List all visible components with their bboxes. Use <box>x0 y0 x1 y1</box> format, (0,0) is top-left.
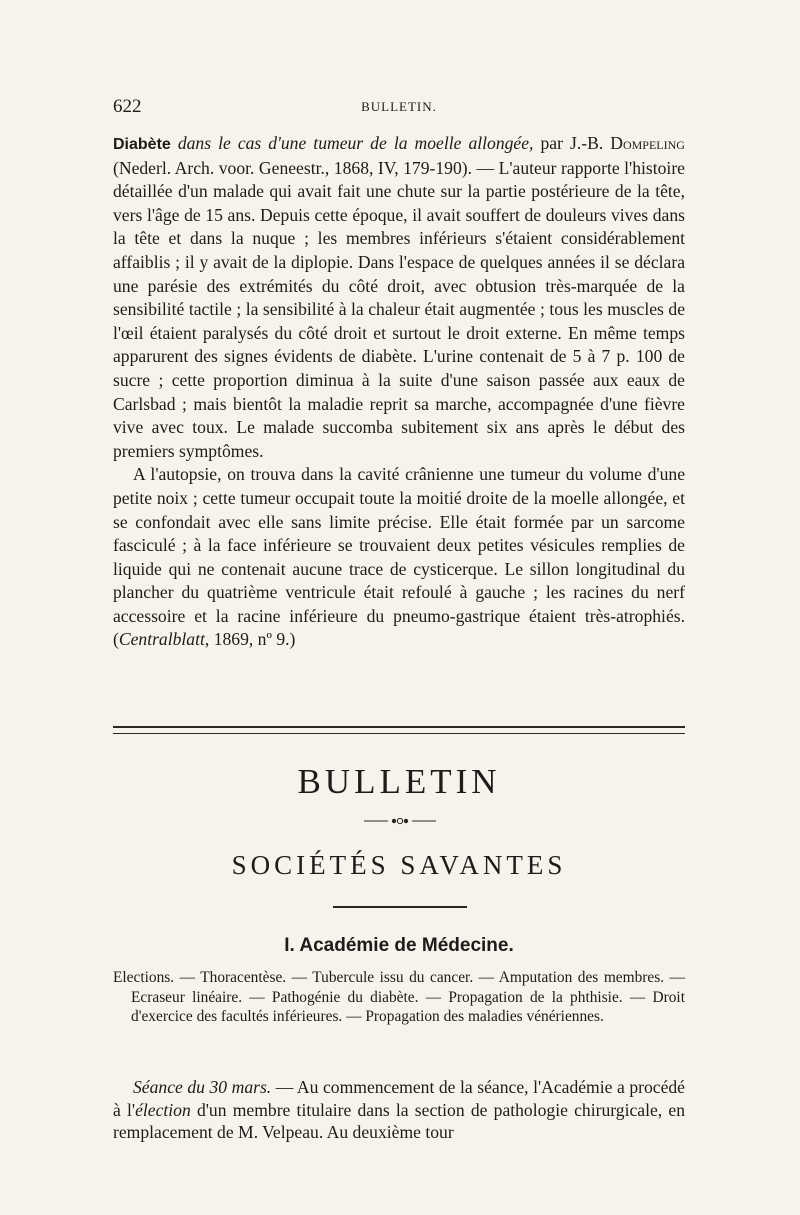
page-number: 622 <box>113 96 142 117</box>
article-author: Dompeling <box>610 133 685 153</box>
author-prefix: par J.-B. <box>540 133 604 153</box>
seance-text-2: d'un membre titulaire dans la section de pathologie chirurgicale, en remplacement de M. Velpeau. Au deuxième tour <box>113 1099 685 1142</box>
seance-text-1: — Au commencement de la séance, l'Académie a procédé à l' <box>113 1077 685 1120</box>
societes-savantes-heading: SOCIÉTÉS SAVANTES <box>231 850 567 880</box>
article-subtitle: dans le cas d'une tumeur de la moelle allongée, <box>177 133 534 153</box>
running-title: BULLETIN. <box>361 99 437 114</box>
bulletin-heading: BULLETIN <box>297 762 501 801</box>
source-journal: Centralblatt <box>118 629 205 650</box>
double-rule-divider <box>113 726 685 734</box>
source-close: , 1869, nº 9.) <box>204 629 296 650</box>
source-open: ( <box>113 629 119 650</box>
article-text <box>113 132 685 652</box>
seance-paragraph <box>113 1076 685 1144</box>
article-paragraph-1 <box>113 132 685 463</box>
section-summary: Elections. — Thoracentèse. — Tubercule issu du cancer. — Amputation des membres. — Ecraseur linéaire. — Pathogénie du diabète. — Propagation de la phthisie. — Droit d'exercice des facultés inférieures. — Propagation des maladies vénériennes. <box>113 969 685 1025</box>
paragraph-2-text: A l'autopsie, on trouva dans la cavité crânienne une tumeur du volume d'une petite noix ; cette tumeur occupait toute la moitié droite de la moelle allongée, et se confondait avec elle sans limite précise. Elle était formée par un sarcome fasciculé ; à la face inférieure se trouvaient deux petites vésicules remplies de liquide qui ne contenait aucune trace de cysticerque. Le sillon longitudinal du plancher du quatrième ventricule était refoulé à gauche ; les racines du nerf accessoire et la racine inférieure du pneumo-gastrique étaient très-atrophiés. <box>113 464 685 626</box>
ornament-divider <box>364 816 436 826</box>
article-title: Diabète <box>113 136 171 153</box>
short-rule-divider <box>333 906 467 908</box>
running-header <box>113 96 685 118</box>
section-heading: I. Académie de Médecine. <box>284 935 514 956</box>
seance-election: élection <box>135 1099 191 1120</box>
article-paragraph-2 <box>113 463 685 652</box>
seance-label: Séance du 30 mars. <box>133 1077 272 1097</box>
article-citation: (Nederl. Arch. voor. Geneestr., 1868, IV, 179-190). <box>113 157 473 178</box>
paragraph-1-text: — L'auteur rapporte l'histoire détaillée d'un malade qui avait fait une chute sur la partie postérieure de la tête, vers l'âge de 15 ans. Depuis cette époque, il avait souffert de douleurs vives dans la tête et dans la nuque ; les membres inférieurs s'étaient considérablement affaiblis ; il y avait de la diplopie. Dans l'espace de quelques années il se déclara une parésie des extrémités du côté droit, avec obtusion très-marquée de la sensibilité tactile ; la sensibilité à la chaleur était augmentée ; tous les muscles de l'œil étaient paralysés du côté droit et surtout le droit externe. En même temps apparurent des signes évidents de diabète. L'urine contenait de 5 à 7 p. 100 de sucre ; cette proportion diminua à la suite d'une saison passée aux eaux de Carlsbad ; mais bientôt la maladie reprit sa marche, accompagnée d'une fièvre vive avec toux. Le malade succomba subitement six ans après le début des premiers symptômes. <box>113 157 685 461</box>
